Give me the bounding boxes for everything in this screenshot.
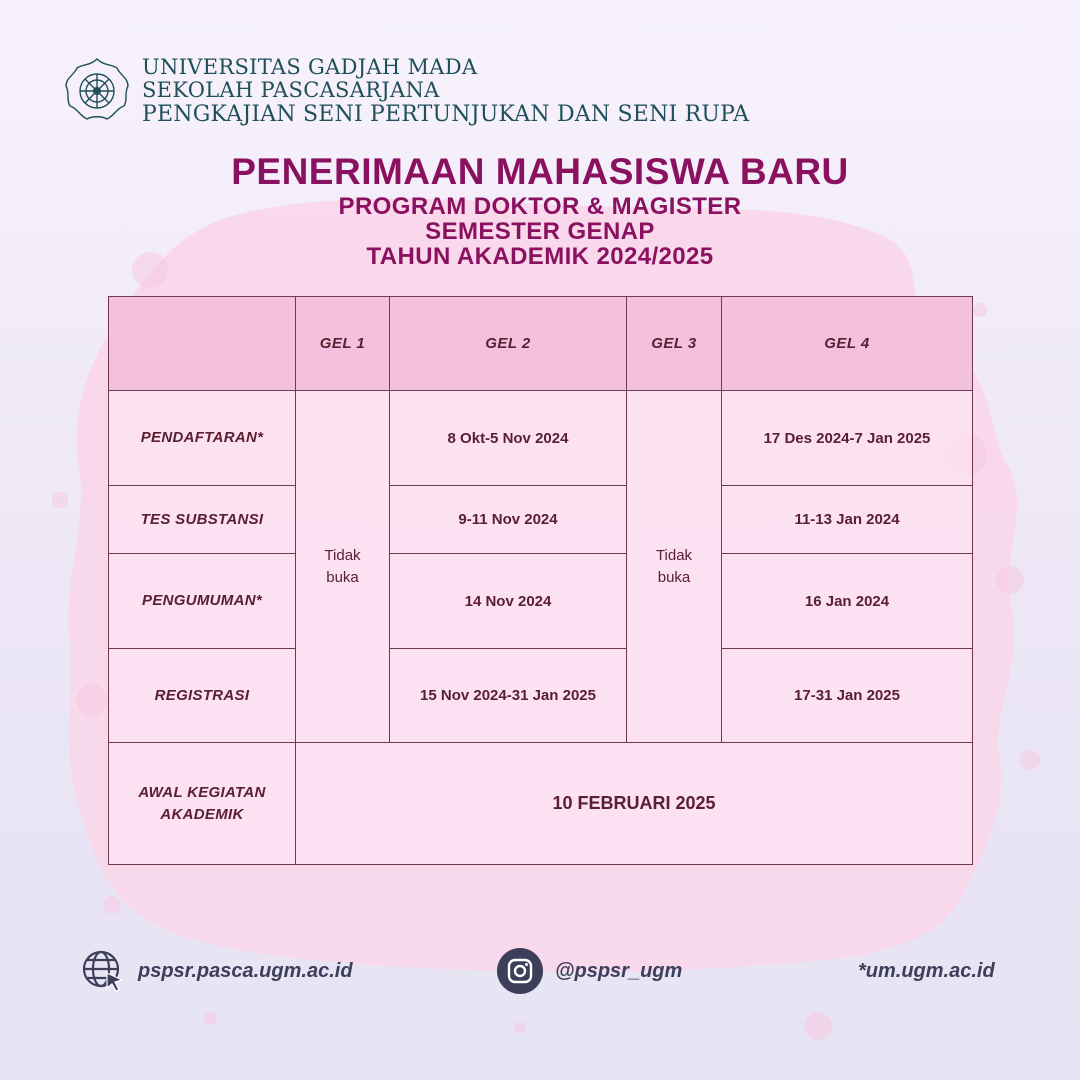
ugm-seal-logo bbox=[62, 56, 132, 126]
subtitle-semester: SEMESTER GENAP bbox=[425, 218, 655, 245]
closed-line-1: Tidak bbox=[655, 546, 693, 564]
header-gel-3: GEL 3 bbox=[627, 297, 722, 391]
gel-2-pendaftaran: 8 Okt-5 Nov 2024 bbox=[390, 391, 627, 486]
main-title: PENERIMAAN MAHASISWA BARU bbox=[231, 151, 849, 192]
start-label-line-2: AKADEMIK bbox=[160, 805, 244, 823]
row-label-pengumuman: PENGUMUMAN* bbox=[109, 554, 296, 649]
table-row bbox=[109, 554, 973, 649]
table-header-row bbox=[109, 297, 973, 391]
academic-start-date: 10 FEBRUARI 2025 bbox=[296, 743, 973, 865]
closed-line-2: buka bbox=[657, 568, 691, 586]
gel-2-pengumuman: 14 Nov 2024 bbox=[390, 554, 627, 649]
website-link[interactable]: pspsr.pasca.ugm.ac.id bbox=[138, 959, 353, 982]
header-gel-2: GEL 2 bbox=[390, 297, 627, 391]
instagram-icon bbox=[497, 948, 543, 994]
gel-4-registrasi: 17-31 Jan 2025 bbox=[722, 649, 973, 743]
gel-2-registrasi: 15 Nov 2024-31 Jan 2025 bbox=[390, 649, 627, 743]
start-label-line-1: AWAL KEGIATAN bbox=[138, 783, 266, 801]
institution-name bbox=[142, 56, 749, 127]
institution-line-2: SEKOLAH PASCASARJANA bbox=[142, 78, 440, 102]
closed-line-2: buka bbox=[326, 568, 359, 586]
table-row bbox=[109, 649, 973, 743]
gel-3-closed-cell bbox=[627, 391, 722, 743]
instagram-contact[interactable] bbox=[497, 945, 682, 997]
title-block bbox=[0, 150, 1080, 269]
row-label-awal-kegiatan bbox=[109, 743, 296, 865]
row-label-tes-substansi: TES SUBSTANSI bbox=[109, 486, 296, 554]
subtitle-academic-year: TAHUN AKADEMIK 2024/2025 bbox=[366, 243, 714, 270]
closed-line-1: Tidak bbox=[324, 546, 361, 564]
website-contact[interactable] bbox=[80, 945, 353, 997]
gel-4-pendaftaran: 17 Des 2024-7 Jan 2025 bbox=[722, 391, 973, 486]
header-gel-4: GEL 4 bbox=[722, 297, 973, 391]
row-label-pendaftaran: PENDAFTARAN* bbox=[109, 391, 296, 486]
gel-1-closed-cell bbox=[296, 391, 390, 743]
schedule-table bbox=[108, 296, 973, 865]
gel-4-pengumuman: 16 Jan 2024 bbox=[722, 554, 973, 649]
header-empty-cell bbox=[109, 297, 296, 391]
header bbox=[62, 56, 762, 132]
institution-line-3: PENGKAJIAN SENI PERTUNJUKAN DAN SENI RUPA bbox=[142, 102, 750, 127]
row-label-registrasi: REGISTRASI bbox=[109, 649, 296, 743]
gel-2-tes-substansi: 9-11 Nov 2024 bbox=[390, 486, 627, 554]
instagram-handle[interactable]: @pspsr_ugm bbox=[555, 959, 683, 982]
footer bbox=[0, 945, 1080, 1005]
subtitle-program: PROGRAM DOKTOR & MAGISTER bbox=[338, 193, 742, 220]
footnote bbox=[858, 945, 995, 997]
header-gel-1: GEL 1 bbox=[296, 297, 390, 391]
table-row bbox=[109, 391, 973, 486]
table-row bbox=[109, 486, 973, 554]
footnote-link[interactable]: *um.ugm.ac.id bbox=[858, 959, 995, 982]
globe-cursor-icon bbox=[80, 948, 126, 994]
institution-line-1: UNIVERSITAS GADJAH MADA bbox=[142, 55, 478, 79]
gel-4-tes-substansi: 11-13 Jan 2024 bbox=[722, 486, 973, 554]
table-row bbox=[109, 743, 973, 865]
